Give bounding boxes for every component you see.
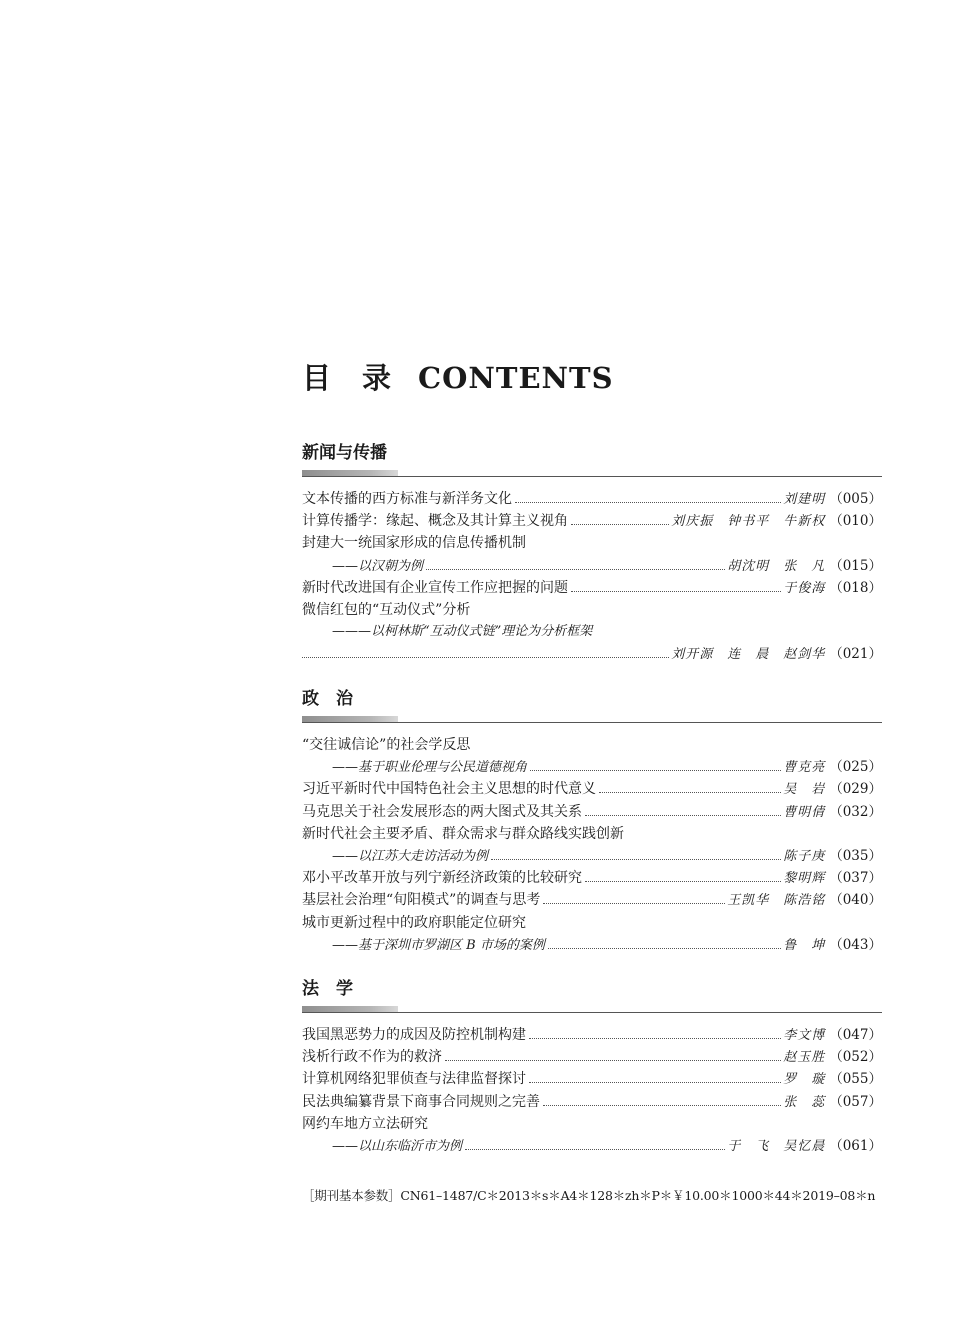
- entry-line: [302, 1068, 882, 1090]
- toc-entry[interactable]: [302, 599, 882, 666]
- section-heading: 政 治: [302, 689, 353, 709]
- entry-list: [302, 1024, 882, 1157]
- entry-page: （047）: [829, 1027, 882, 1043]
- entry-title: 邓小平改革开放与列宁新经济政策的比较研究: [302, 870, 582, 887]
- toc-entry[interactable]: [302, 577, 882, 599]
- entry-title: 习近平新时代中国特色社会主义思想的时代意义: [302, 781, 596, 798]
- toc-title-en: CONTENTS: [418, 361, 614, 395]
- entry-authors: 于 飞 吴忆晨: [727, 1138, 826, 1154]
- entry-line: [302, 845, 882, 867]
- entry-authors: 曹明倩: [783, 804, 826, 820]
- journal-parameters: ［期刊基本参数］CN61–1487/C＊2013＊s＊A4＊128＊zh＊P＊￥10.00＊1000＊44＊2019–08＊n: [302, 1188, 876, 1203]
- entry-authors: 吴 岩: [783, 782, 826, 798]
- entry-line: [302, 889, 882, 911]
- entry-authors: 李文博: [783, 1028, 826, 1043]
- dot-leader: [426, 569, 725, 570]
- toc-entry[interactable]: [302, 889, 882, 911]
- toc-entry[interactable]: [302, 1046, 882, 1068]
- entry-line: [302, 823, 882, 845]
- entry-title: 封建大一统国家形成的信息传播机制: [302, 535, 526, 552]
- toc-entry[interactable]: [302, 1091, 882, 1113]
- entry-line: [302, 577, 882, 599]
- entry-authors: 陈子庚: [783, 848, 826, 864]
- entry-line: [302, 734, 882, 756]
- dot-leader: [445, 1060, 781, 1061]
- toc-entry[interactable]: [302, 1024, 882, 1046]
- entry-page: （061）: [829, 1137, 882, 1154]
- entry-authors: 刘庆振 钟书平 牛新权: [671, 514, 826, 530]
- entry-subtitle: ——以汉朝为例: [332, 558, 424, 574]
- section-news: [302, 440, 882, 666]
- toc-title: [302, 356, 614, 397]
- section-heading: 法 学: [302, 979, 353, 999]
- entry-page: （055）: [829, 1071, 882, 1088]
- toc-entry[interactable]: [302, 488, 882, 510]
- entry-page: （057）: [829, 1093, 882, 1110]
- section-law: [302, 976, 882, 1157]
- entry-authors: 鲁 坤: [783, 937, 826, 953]
- dot-leader: [548, 948, 781, 949]
- toc-entry[interactable]: [302, 801, 882, 823]
- entry-line: [302, 1113, 882, 1135]
- entry-subtitle: ———以柯林斯“互动仪式链”理论为分析框架: [332, 624, 593, 640]
- toc-entry[interactable]: [302, 912, 882, 956]
- entry-title: 我国黑恶势力的成因及防控机制构建: [302, 1027, 526, 1043]
- entry-authors: 张 蕊: [783, 1094, 826, 1110]
- entry-list: [302, 734, 882, 956]
- toc-entry[interactable]: [302, 823, 882, 867]
- dot-leader: [302, 657, 669, 658]
- dot-leader: [543, 903, 725, 904]
- section-rule: [302, 712, 882, 734]
- entry-page: （015）: [829, 557, 882, 574]
- toc-entry[interactable]: [302, 778, 882, 800]
- entry-page: （005）: [829, 491, 882, 507]
- entry-title: 浅析行政不作为的救济: [302, 1049, 442, 1066]
- entry-page: （018）: [829, 579, 882, 596]
- entry-page: （032）: [829, 803, 882, 820]
- entry-line: [302, 912, 882, 934]
- entry-page: （037）: [829, 870, 882, 887]
- entry-title: “交往诚信论”的社会学反思: [302, 737, 471, 753]
- entry-authors: 刘开源 连 晨 赵剑华: [671, 647, 826, 663]
- entry-authors: 于俊海: [783, 580, 826, 596]
- dot-leader: [529, 1038, 781, 1039]
- dot-leader: [571, 524, 669, 525]
- entry-title: 文本传播的西方标准与新洋务文化: [302, 491, 512, 507]
- entry-title: 新时代社会主要矛盾、群众需求与群众路线实践创新: [302, 825, 624, 842]
- entry-title: 网约车地方立法研究: [302, 1115, 428, 1132]
- entry-title: 马克思关于社会发展形态的两大图式及其关系: [302, 803, 582, 820]
- entry-authors: 赵玉胜: [783, 1050, 826, 1066]
- toc-entry[interactable]: [302, 532, 882, 576]
- entry-line: [302, 488, 882, 510]
- entry-authors: 刘建明: [783, 492, 826, 507]
- toc-entry[interactable]: [302, 734, 882, 778]
- entry-page: （035）: [829, 847, 882, 864]
- entry-line: [302, 643, 882, 665]
- entry-line: [302, 1091, 882, 1113]
- toc-entry[interactable]: [302, 510, 882, 532]
- entry-page: （029）: [829, 781, 882, 798]
- section-heading: 新闻与传播: [302, 443, 387, 463]
- toc-entry[interactable]: [302, 1113, 882, 1157]
- dot-leader: [515, 502, 781, 503]
- section-politics: [302, 686, 882, 956]
- dot-leader: [585, 815, 781, 816]
- entry-line: [302, 621, 882, 643]
- entry-page: （043）: [829, 936, 882, 953]
- entry-page: （010）: [829, 513, 882, 530]
- section-rule: [302, 466, 882, 488]
- entry-line: [302, 510, 882, 532]
- toc-entry[interactable]: [302, 867, 882, 889]
- dot-leader: [465, 1149, 725, 1150]
- entry-line: [302, 599, 882, 621]
- entry-page: （021）: [829, 646, 882, 663]
- entry-page: （052）: [829, 1049, 882, 1066]
- entry-authors: 王凯华 陈浩铭: [727, 893, 826, 909]
- entry-line: [302, 867, 882, 889]
- entry-line: [302, 1024, 882, 1046]
- entry-authors: 胡沈明 张 凡: [727, 558, 826, 574]
- dot-leader: [543, 1105, 781, 1106]
- entry-title: 基层社会治理“旬阳模式”的调查与思考: [302, 892, 541, 909]
- entry-line: [302, 756, 882, 778]
- dot-leader: [491, 859, 781, 860]
- entry-line: [302, 778, 882, 800]
- entry-line: [302, 934, 882, 956]
- dot-leader: [571, 591, 781, 592]
- dot-leader: [599, 792, 781, 793]
- entry-line: [302, 532, 882, 554]
- toc-entry[interactable]: [302, 1068, 882, 1090]
- entry-page: （025）: [829, 759, 882, 776]
- entry-title: 计算传播学：缘起、概念及其计算主义视角: [302, 513, 568, 530]
- entry-authors: 罗 璇: [783, 1072, 826, 1088]
- entry-line: [302, 555, 882, 577]
- toc-title-cn: 目 录: [302, 361, 393, 395]
- entry-title: 计算机网络犯罪侦查与法律监督探讨: [302, 1071, 526, 1088]
- entry-list: [302, 488, 882, 666]
- entry-subtitle: ——基于职业伦理与公民道德视角: [332, 760, 528, 776]
- entry-subtitle: ——基于深圳市罗湖区 B 市场的案例: [332, 937, 545, 953]
- entry-subtitle: ——以山东临沂市为例: [332, 1138, 463, 1154]
- entry-line: [302, 1046, 882, 1068]
- entry-authors: 黎明辉: [783, 871, 826, 887]
- entry-title: 城市更新过程中的政府职能定位研究: [302, 914, 526, 931]
- entry-subtitle: ——以江苏大走访活动为例: [332, 848, 489, 864]
- entry-title: 新时代改进国有企业宣传工作应把握的问题: [302, 579, 568, 596]
- entry-title: 微信红包的“互动仪式”分析: [302, 601, 471, 618]
- dot-leader: [585, 881, 781, 882]
- section-rule: [302, 1002, 882, 1024]
- entry-page: （040）: [829, 892, 882, 909]
- entry-title: 民法典编纂背景下商事合同规则之完善: [302, 1093, 540, 1110]
- dot-leader: [529, 1082, 781, 1083]
- entry-line: [302, 801, 882, 823]
- entry-authors: 曹克亮: [783, 760, 826, 776]
- entry-line: [302, 1135, 882, 1157]
- dot-leader: [530, 770, 781, 771]
